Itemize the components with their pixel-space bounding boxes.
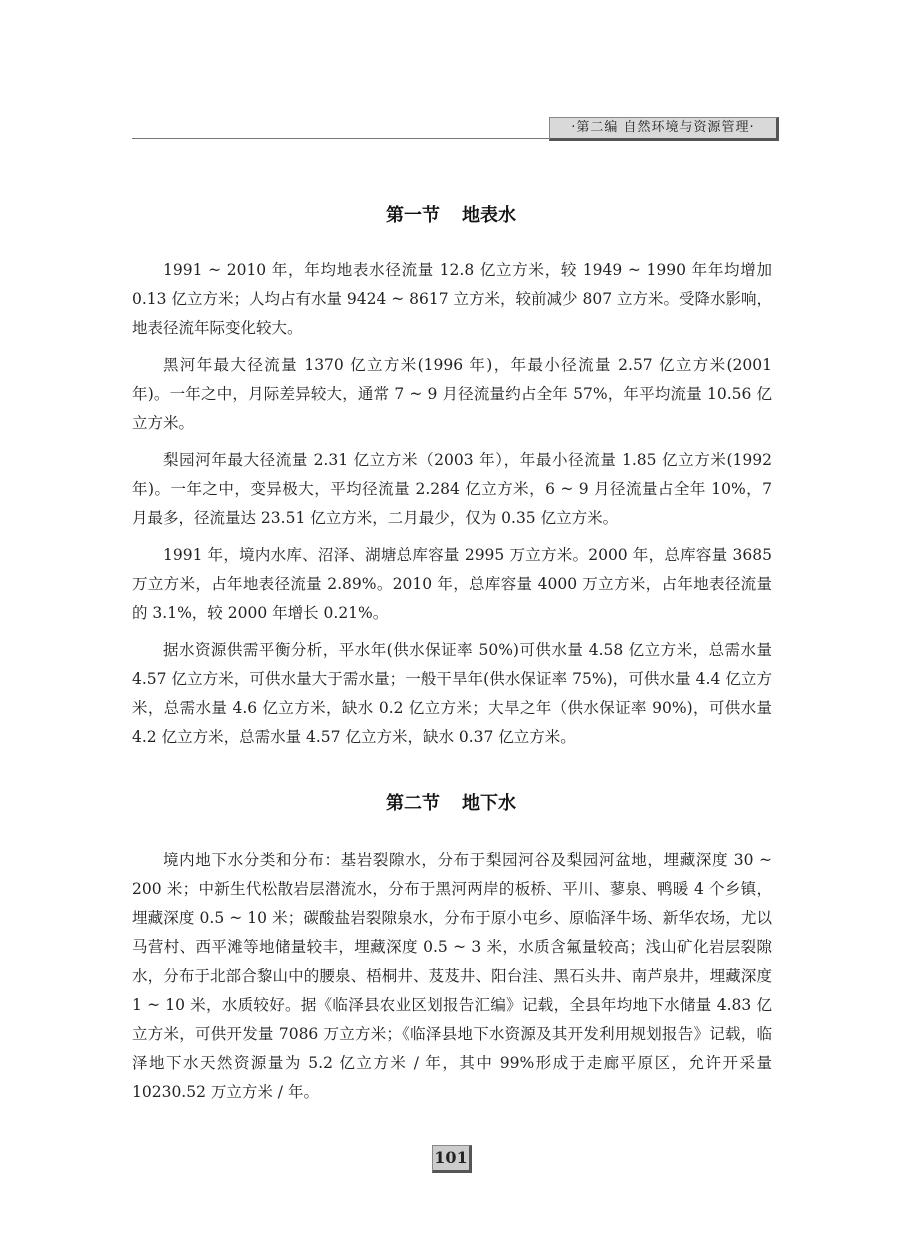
section-2-body — [132, 846, 772, 1115]
section-1-title — [0, 201, 902, 227]
paragraph: 据水资源供需平衡分析，平水年(供水保证率 50%)可供水量 4.58 亿立方米，总需水量 4.57 亿立方米，可供水量大于需水量；一般干旱年(供水保证率 75%)，可供水量 4.4 亿立方米，总需水量 4.6 亿立方米，缺水 0.2 亿立方米；大旱之年（供水保证率 90%)，可供水量 4.2 亿立方米，总需水量 4.57 亿立方米，缺水 0.37 亿立方米。 — [132, 641, 772, 746]
section-heading: 地表水 — [462, 205, 516, 226]
page-number: 101 — [432, 1145, 472, 1173]
section-number: 第一节 — [386, 205, 440, 226]
paragraph: 梨园河年最大径流量 2.31 亿立方米（2003 年），年最小径流量 1.85 亿立方米(1992 年)。一年之中，变异极大，平均径流量 2.284 亿立方米，6 ~ 9 月径流量占全年 10%，7 月最多，径流量达 23.51 亿立方米，二月最少，仅为 0.35 亿立方米。 — [132, 451, 772, 527]
section-1-body — [132, 256, 772, 760]
paragraph: 1991 ~ 2010 年，年均地表水径流量 12.8 亿立方米，较 1949 ~ 1990 年年均增加 0.13 亿立方米；人均占有水量 9424 ~ 8617 立方米，较前减少 807 立方米。受降水影响，地表径流年际变化较大。 — [132, 261, 772, 337]
running-header: ·第二编 自然环境与资源管理· — [549, 117, 779, 141]
header-rule — [132, 138, 550, 139]
section-heading: 地下水 — [462, 793, 516, 814]
paragraph: 境内地下水分类和分布：基岩裂隙水，分布于梨园河谷及梨园河盆地，埋藏深度 30 ~ 200 米；中新生代松散岩层潜流水，分布于黑河两岸的板桥、平川、蓼泉、鸭暖 4 个乡镇，埋藏深度 0.5 ~ 10 米；碳酸盐岩裂隙泉水，分布于原小屯乡、原临泽牛场、新华农场，尤以马营村、西平滩等地储量较丰，埋藏深度 0.5 ~ 3 米，水质含氟量较高；浅山矿化岩层裂隙水，分布于北部合黎山中的腰泉、梧桐井、芨芨井、阳台洼、黑石头井、南芦泉井，埋藏深度 1 ~ 10 米，水质较好。据《临泽县农业区划报告汇编》记载，全县年均地下水储量 4.83 亿立方米，可供开发量 7086 万立方米；《临泽县地下水资源及其开发利用规划报告》记载，临泽地下水天然资源量为 5.2 亿立方米 / 年，其中 99%形成于走廊平原区，允许开采量 10230.52 万立方米 / 年。 — [132, 851, 772, 1101]
paragraph: 1991 年，境内水库、沼泽、湖塘总库容量 2995 万立方米。2000 年，总库容量 3685 万立方米，占年地表径流量 2.89%。2010 年，总库容量 4000 万立方米，占年地表径流量的 3.1%，较 2000 年增长 0.21%。 — [132, 546, 772, 622]
paragraph: 黑河年最大径流量 1370 亿立方米(1996 年)，年最小径流量 2.57 亿立方米(2001 年)。一年之中，月际差异较大，通常 7 ~ 9 月径流量约占全年 57%，年平均流量 10.56 亿立方米。 — [132, 356, 772, 432]
section-number: 第二节 — [386, 793, 440, 814]
section-2-title — [0, 789, 902, 815]
